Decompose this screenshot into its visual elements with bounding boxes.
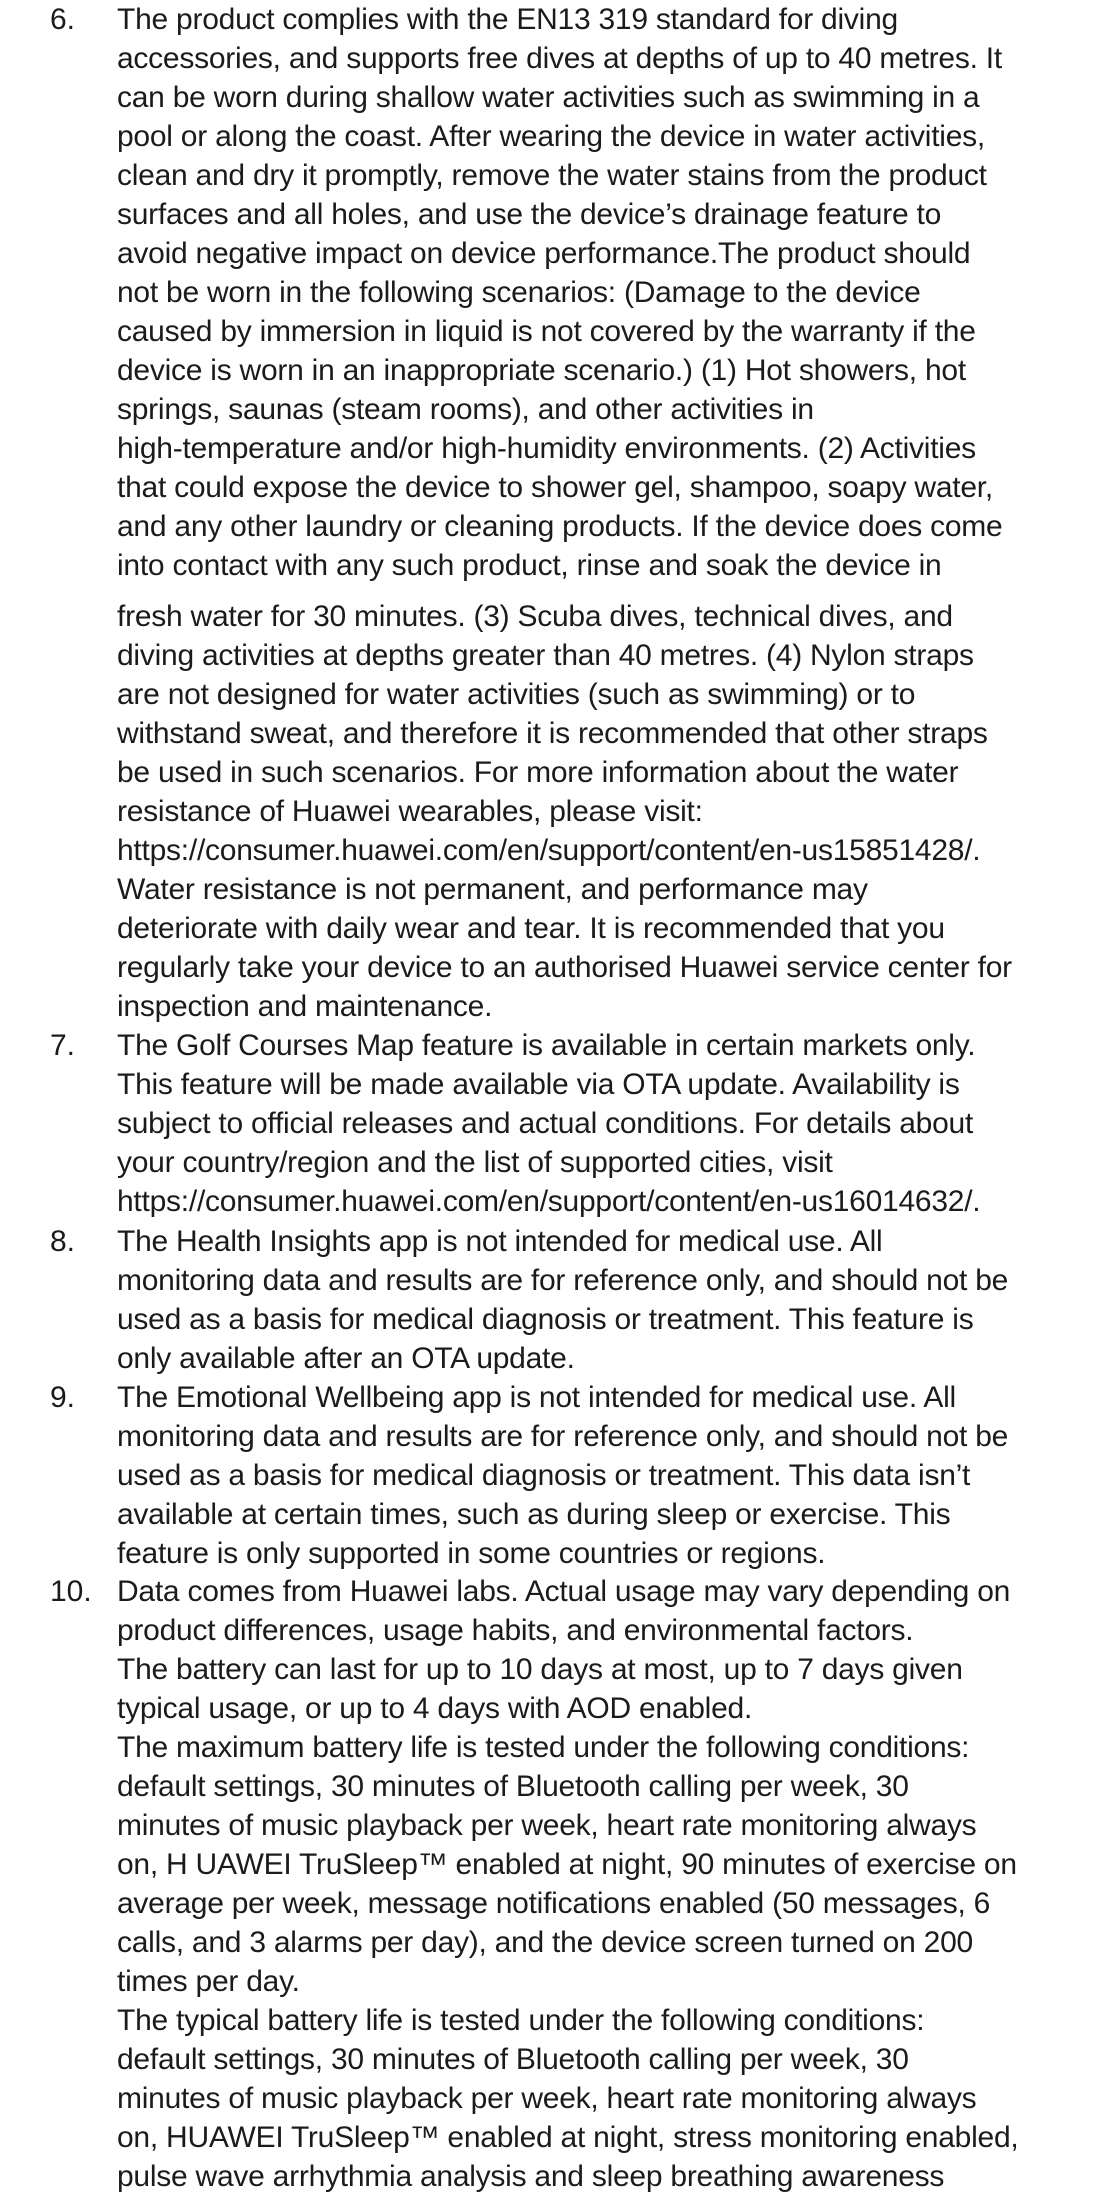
footnote-text <box>117 1026 980 1221</box>
text-line: The Golf Courses Map feature is available in certain markets only. <box>117 1029 976 1062</box>
text-line: are not designed for water activities (such as swimming) or to <box>117 678 916 711</box>
text-line: deteriorate with daily wear and tear. It is recommended that you <box>117 912 945 945</box>
text-line: typical usage, or up to 4 days with AOD enabled. <box>117 1692 753 1725</box>
text-line: that could expose the device to shower gel, shampoo, soapy water, <box>117 471 993 504</box>
support-link[interactable]: https://consumer.huawei.com/en/support/content/en-us16014632/. <box>117 1185 981 1218</box>
text-line: product differences, usage habits, and environmental factors. <box>117 1614 914 1647</box>
text-line: Water resistance is not permanent, and performance may <box>117 873 868 906</box>
text-line: default settings, 30 minutes of Bluetooth calling per week, 30 <box>117 1770 909 1803</box>
text-line: pulse wave arrhythmia analysis and sleep breathing awareness <box>117 2160 945 2193</box>
text-line: device is worn in an inappropriate scenario.) (1) Hot showers, hot <box>117 354 966 387</box>
footnote-number: 9. <box>50 1381 76 1414</box>
text-line: fresh water for 30 minutes. (3) Scuba dives, technical dives, and <box>117 600 953 633</box>
text-line: can be worn during shallow water activities such as swimming in a <box>117 81 980 114</box>
text-line: minutes of music playback per week, heart rate monitoring always <box>117 1809 977 1842</box>
text-line: diving activities at depths greater than 40 metres. (4) Nylon straps <box>117 639 974 672</box>
text-line: inspection and maintenance. <box>117 990 493 1023</box>
text-line: resistance of Huawei wearables, please visit: <box>117 795 703 828</box>
text-line: caused by immersion in liquid is not covered by the warranty if the <box>117 315 976 348</box>
text-line: monitoring data and results are for reference only, and should not be <box>117 1420 1009 1453</box>
footnote-text <box>117 1222 1008 1378</box>
text-line: accessories, and supports free dives at depths of up to 40 metres. It <box>117 42 1002 75</box>
text-line: The battery can last for up to 10 days at most, up to 7 days given <box>117 1653 963 1686</box>
text-line: on, H UAWEI TruSleep™ enabled at night, 90 minutes of exercise on <box>117 1848 1017 1881</box>
text-line: times per day. <box>117 1965 300 1998</box>
footnote-number: 7. <box>50 1029 76 1062</box>
text-line: high-temperature and/or high-humidity environments. (2) Activities <box>117 432 976 465</box>
footnote-text-continued <box>117 597 1012 1026</box>
text-line: pool or along the coast. After wearing the device in water activities, <box>117 120 985 153</box>
text-line: be used in such scenarios. For more information about the water <box>117 756 959 789</box>
text-line: and any other laundry or cleaning products. If the device does come <box>117 510 1003 543</box>
footnote-number: 10. <box>50 1575 92 1608</box>
text-line: avoid negative impact on device performance.The product should <box>117 237 971 270</box>
text-line: used as a basis for medical diagnosis or treatment. This feature is <box>117 1303 974 1336</box>
text-line: The typical battery life is tested under the following conditions: <box>117 2004 925 2037</box>
text-line: only available after an OTA update. <box>117 1342 575 1375</box>
text-line: withstand sweat, and therefore it is recommended that other straps <box>117 717 988 750</box>
text-line: available at certain times, such as during sleep or exercise. This <box>117 1498 951 1531</box>
text-line: The product complies with the EN13 319 standard for diving <box>117 3 898 36</box>
support-link[interactable]: https://consumer.huawei.com/en/support/content/en-us15851428/. <box>117 834 981 867</box>
text-line: Data comes from Huawei labs. Actual usage may vary depending on <box>117 1575 1011 1608</box>
text-line: regularly take your device to an authorised Huawei service center for <box>117 951 1012 984</box>
text-line: The Emotional Wellbeing app is not intended for medical use. All <box>117 1381 956 1414</box>
text-line: feature is only supported in some countries or regions. <box>117 1537 826 1570</box>
text-line: average per week, message notifications enabled (50 messages, 6 <box>117 1887 991 1920</box>
text-line: used as a basis for medical diagnosis or treatment. This data isn’t <box>117 1459 971 1492</box>
text-line: minutes of music playback per week, heart rate monitoring always <box>117 2082 977 2115</box>
text-line: This feature will be made available via OTA update. Availability is <box>117 1068 960 1101</box>
text-line: The Health Insights app is not intended for medical use. All <box>117 1225 883 1258</box>
footnote-text <box>117 1572 1018 2196</box>
text-line: calls, and 3 alarms per day), and the device screen turned on 200 <box>117 1926 973 1959</box>
footnote-text <box>117 1378 1008 1573</box>
text-line: subject to official releases and actual conditions. For details about <box>117 1107 974 1140</box>
text-line: into contact with any such product, rinse and soak the device in <box>117 549 942 582</box>
text-line: not be worn in the following scenarios: (Damage to the device <box>117 276 921 309</box>
footnote-number: 6. <box>50 3 76 36</box>
text-line: The maximum battery life is tested under the following conditions: <box>117 1731 970 1764</box>
text-line: default settings, 30 minutes of Bluetooth calling per week, 30 <box>117 2043 909 2076</box>
text-line: springs, saunas (steam rooms), and other activities in <box>117 393 814 426</box>
footnote-text <box>117 0 1002 585</box>
text-line: your country/region and the list of supported cities, visit <box>117 1146 833 1179</box>
text-line: clean and dry it promptly, remove the water stains from the product <box>117 159 987 192</box>
footnote-number: 8. <box>50 1225 76 1258</box>
text-line: monitoring data and results are for reference only, and should not be <box>117 1264 1009 1297</box>
text-line: on, HUAWEI TruSleep™ enabled at night, stress monitoring enabled, <box>117 2121 1019 2154</box>
text-line: surfaces and all holes, and use the device’s drainage feature to <box>117 198 941 231</box>
